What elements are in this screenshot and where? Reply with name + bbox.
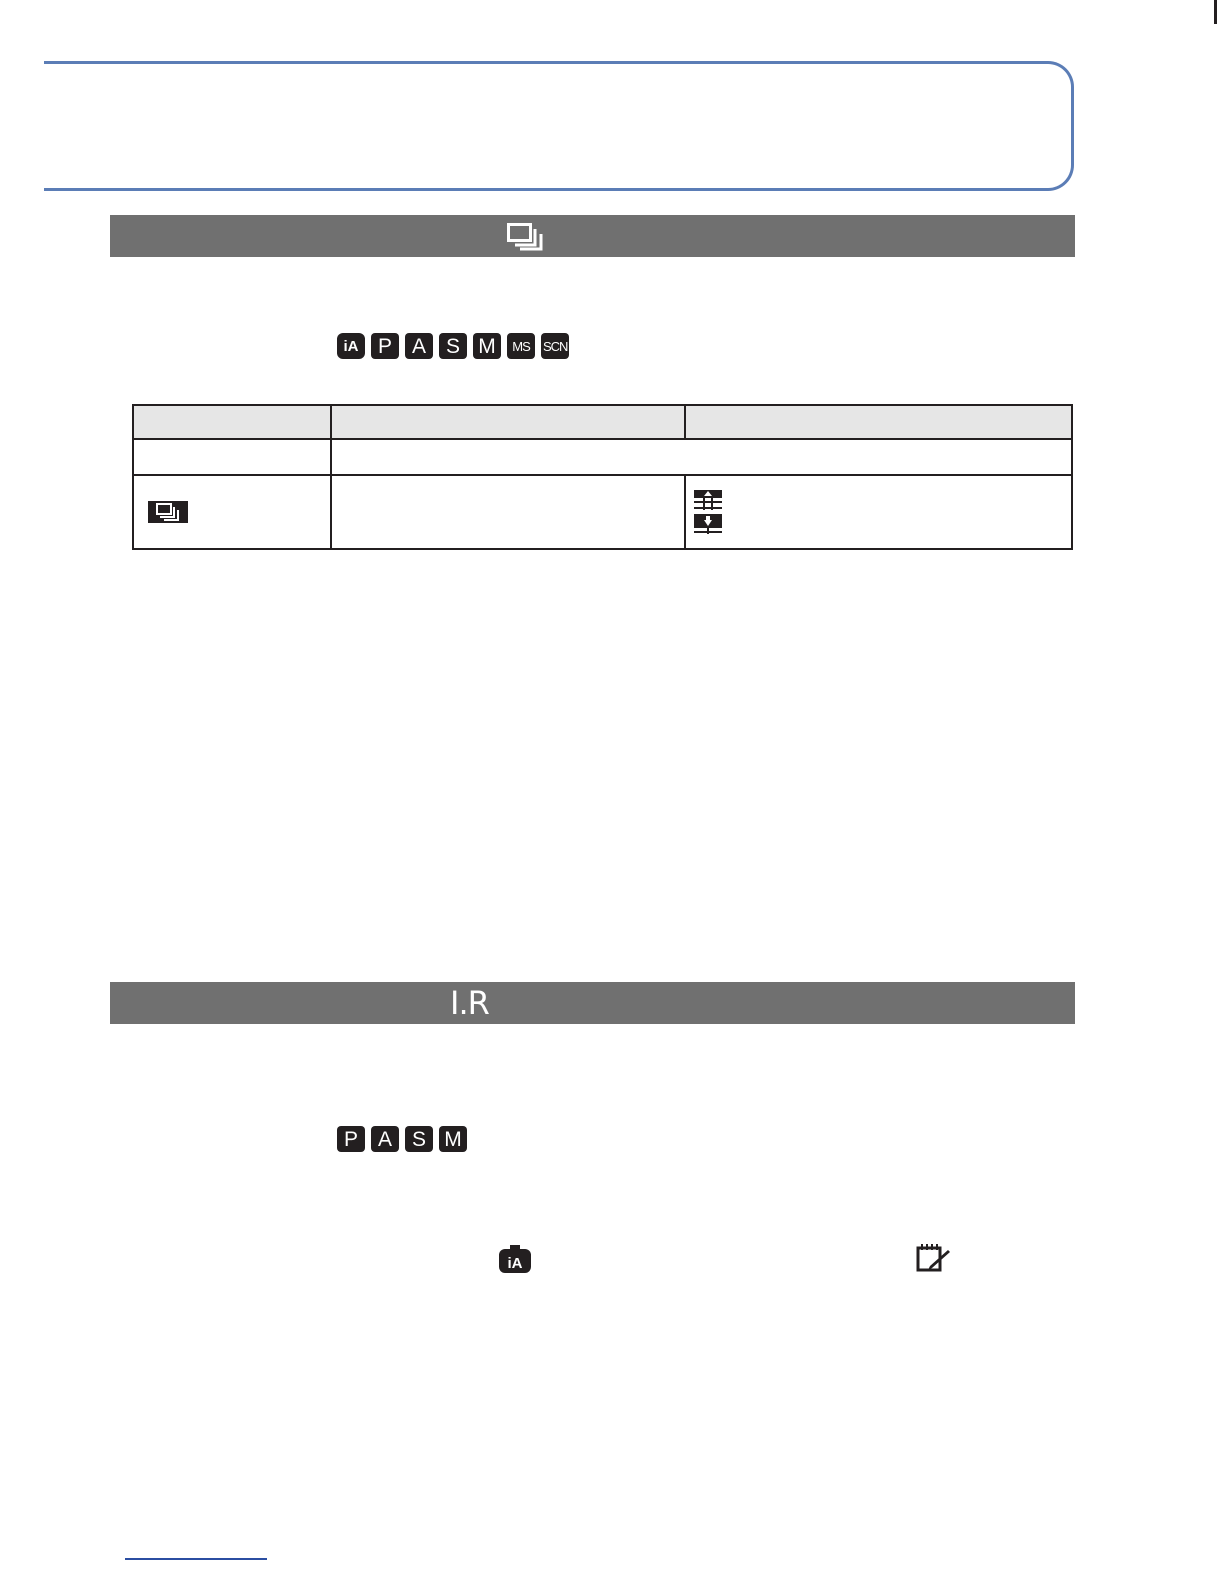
burst-shooting-icon	[148, 501, 188, 523]
table-cell	[133, 439, 331, 475]
burst-shooting-icon	[507, 223, 545, 251]
table-row	[133, 439, 1072, 475]
available-modes-ir	[337, 1126, 467, 1154]
table-cell	[133, 475, 331, 549]
focus-priority-first-icon	[694, 490, 722, 510]
mode-ia-icon: iA	[337, 333, 365, 359]
footer-link-underline[interactable]	[125, 1558, 267, 1560]
svg-text:iA: iA	[507, 1255, 523, 1272]
table-cell	[331, 439, 1072, 475]
mode-m-icon: M	[439, 1126, 467, 1152]
page-edge-mark	[1214, 0, 1217, 24]
mode-a-icon: A	[405, 333, 433, 359]
table-header-cell	[133, 405, 331, 439]
table-header-row	[133, 405, 1072, 439]
mode-ms-icon: MS	[507, 333, 535, 359]
mode-m-icon: M	[473, 333, 501, 359]
table-cell	[685, 475, 1072, 549]
table-header-cell	[331, 405, 685, 439]
mode-s-icon: S	[439, 333, 467, 359]
mode-s-icon: S	[405, 1126, 433, 1152]
table-cell	[331, 475, 685, 549]
page-title-frame	[44, 61, 1074, 191]
table-row	[133, 475, 1072, 549]
intelligent-auto-icon	[499, 1245, 531, 1273]
ir-glyph: I.R	[450, 984, 489, 1022]
note-memo-icon	[916, 1244, 950, 1272]
section-header-ir	[110, 982, 1075, 1024]
mode-p-icon: P	[337, 1126, 365, 1152]
focus-priority-live-icon	[694, 514, 722, 534]
burst-settings-table	[132, 404, 1073, 550]
available-modes-burst	[337, 333, 569, 361]
mode-scn-icon: SCN	[541, 333, 569, 359]
table-header-cell	[685, 405, 1072, 439]
mode-p-icon: P	[371, 333, 399, 359]
mode-a-icon: A	[371, 1126, 399, 1152]
section-header-burst	[110, 215, 1075, 257]
